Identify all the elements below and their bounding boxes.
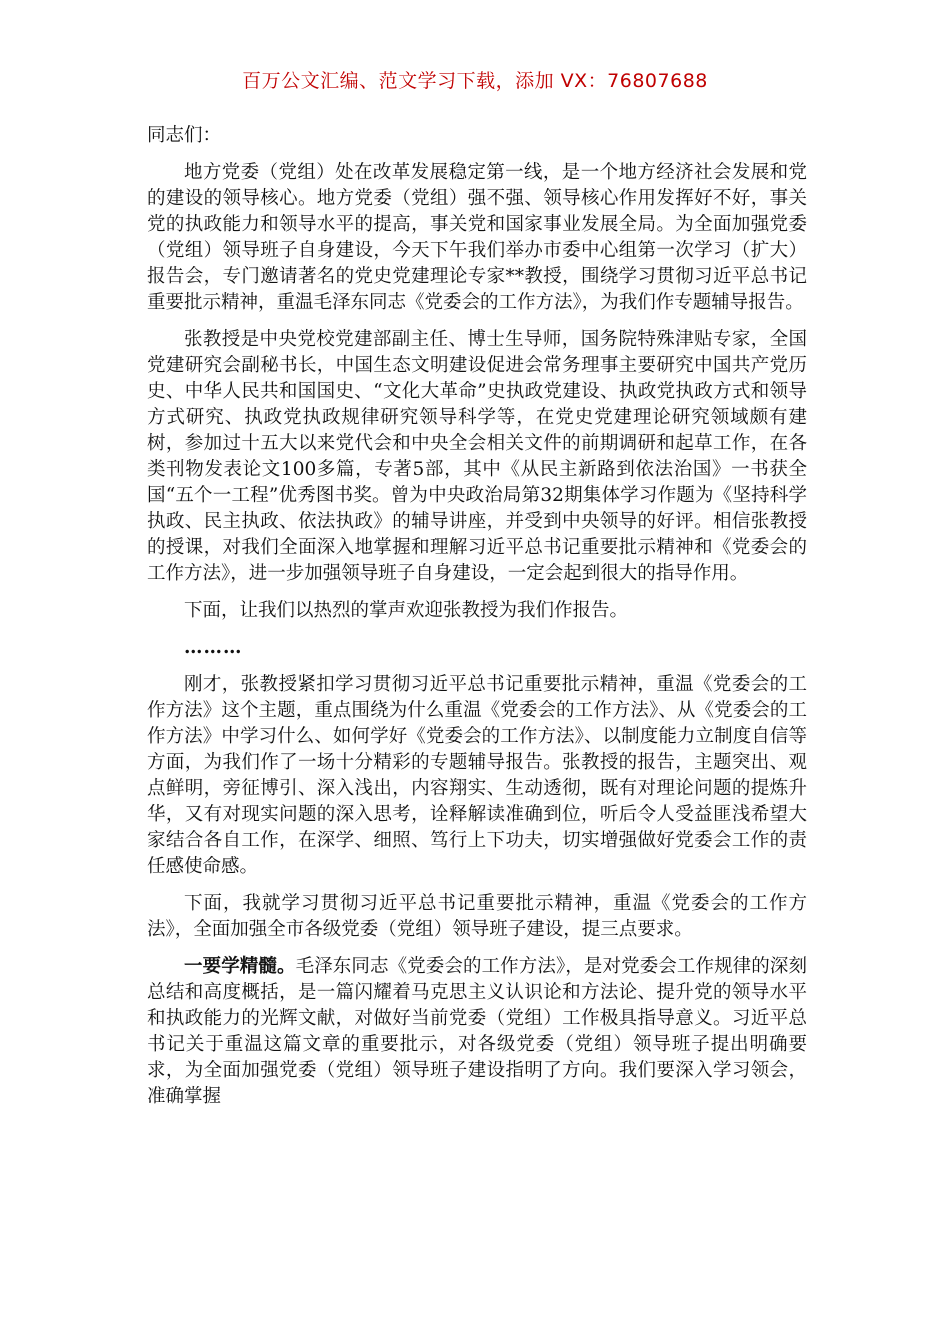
watermark-header: 百万公文汇编、范文学习下载，添加 VX：76807688 (242, 70, 708, 92)
paragraph: 地方党委（党组）处在改革发展稳定第一线，是一个地方经济社会发展和党的建设的领导核心。地方党委（党组）强不强、领导核心作用发挥好不好，事关党的执政能力和领导水平的提高，事关党和国家事业发展全局。为全面加强党委（党组）领导班子自身建设，今天下午我们举办市委中心组第一次学习（扩大）报告会，专门邀请著名的党史党建理论专家**教授，围绕学习贯彻习近平总书记重要批示精神，重温毛泽东同志《党委会的工作方法》，为我们作专题辅导报告。 (147, 162, 807, 313)
paragraph: 张教授是中央党校党建部副主任、博士生导师，国务院特殊津贴专家，全国党建研究会副秘书长，中国生态文明建设促进会常务理事主要研究中国共产党历史、中华人民共和国国史、“文化大革命”史执政党建设、执政党执政方式和领导方式研究、执政党执政规律研究领导科学等，在党史党建理论研究领域颇有建树，参加过十五大以来党代会和中央全会相关文件的前期调研和起草工作，在各类刊物发表论文100多篇，专著5部，其中《从民主新路到依法治国》一书获全国“五个一工程”优秀图书奖。曾为中央政治局第32期集体学习作题为《坚持科学执政、民主执政、依法执政》的辅导讲座，并受到中央领导的好评。相信张教授的授课，对我们全面深入地掌握和理解习近平总书记重要批示精神和《党委会的工作方法》，进一步加强领导班子自身建设，一定会起到很大的指导作用。 (147, 329, 807, 584)
salutation: 同志们： (147, 125, 222, 146)
paragraph: 下面，我就学习贯彻习近平总书记重要批示精神，重温《党委会的工作方法》，全面加强全市各级党委（党组）领导班子建设，提三点要求。 (147, 893, 807, 940)
point-one-lead: 一要学精髓。 (184, 956, 296, 977)
point-one-text: 毛泽东同志《党委会的工作方法》，是对党委会工作规律的深刻总结和高度概括，是一篇闪耀着马克思主义认识论和方法论、提升党的领导水平和执政能力的光辉文献，对做好当前党委（党组）工作极具指导意义。习近平总书记关于重温这篇文章的重要批示，对各级党委（党组）领导班子提出明确要求，为全面加强党委（党组）领导班子建设指明了方向。我们要深入学习领会，准确掌握 (147, 956, 807, 1107)
paragraph: 刚才，张教授紧扣学习贯彻习近平总书记重要批示精神，重温《党委会的工作方法》这个主题，重点围绕为什么重温《党委会的工作方法》、从《党委会的工作方法》中学习什么、如何学好《党委会的工作方法》、以制度能力立制度自信等方面，为我们作了一场十分精彩的专题辅导报告。张教授的报告，主题突出、观点鲜明，旁征博引、深入浅出，内容翔实、生动透彻，既有对理论问题的提炼升华，又有对现实问题的深入思考，诠释解读准确到位，听后令人受益匪浅希望大家结合各自工作，在深学、细照、笃行上下功夫，切实增强做好党委会工作的责任感使命感。 (147, 674, 807, 877)
paragraph: 下面，让我们以热烈的掌声欢迎张教授为我们作报告。 (184, 600, 629, 621)
ellipsis: ……… (184, 637, 243, 658)
document-body (147, 123, 807, 1121)
point-one-paragraph (147, 954, 807, 1110)
